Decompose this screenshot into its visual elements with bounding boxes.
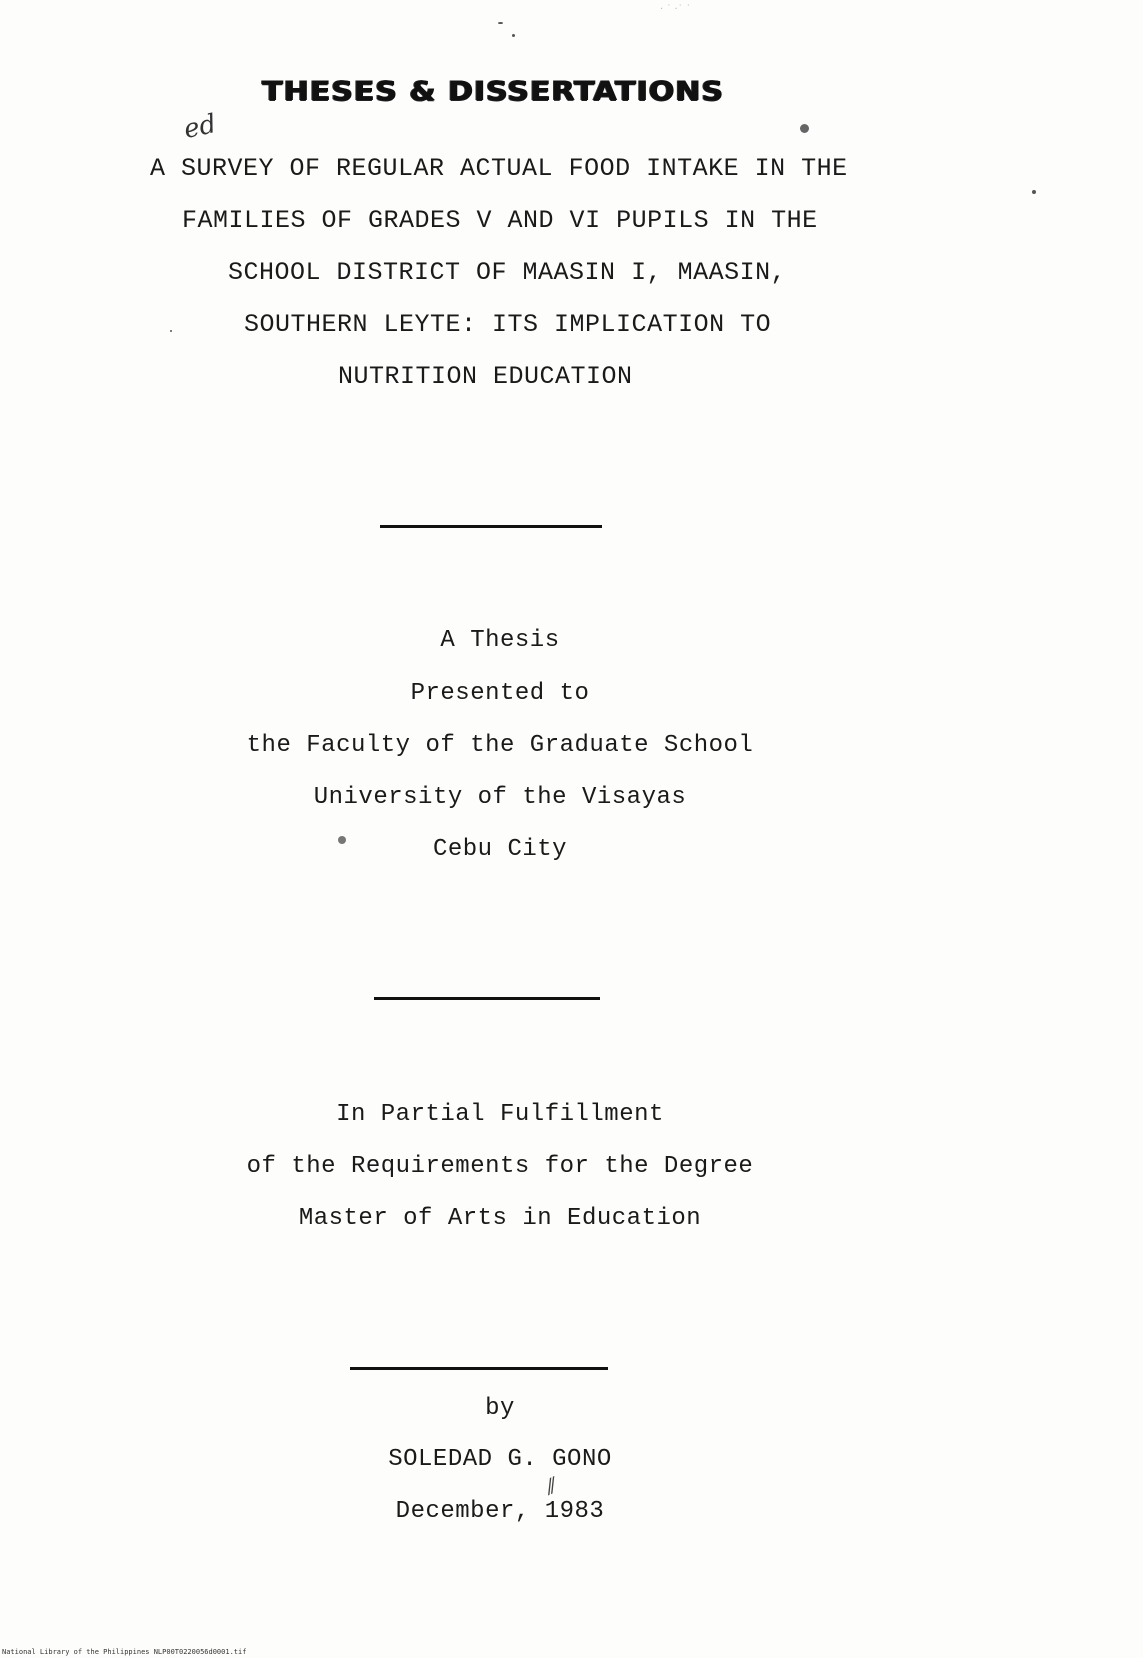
- handwritten-note: ed: [181, 108, 219, 146]
- title-line-5: NUTRITION EDUCATION: [338, 362, 633, 391]
- title-line-2: FAMILIES OF GRADES V AND VI PUPILS IN THE: [182, 206, 818, 235]
- scan-speck: [170, 330, 172, 332]
- divider-rule: [350, 1367, 608, 1370]
- scan-speck: [512, 34, 515, 37]
- city-name: Cebu City: [432, 836, 568, 863]
- thesis-label: A Thesis: [440, 627, 560, 654]
- faculty-line: the Faculty of the Graduate School: [246, 732, 754, 759]
- title-line-4: SOUTHERN LEYTE: ITS IMPLICATION TO: [244, 310, 772, 339]
- theses-stamp: THESES & DISSERTATIONS: [262, 75, 724, 108]
- by-label: by: [485, 1395, 515, 1422]
- title-line-3: SCHOOL DISTRICT OF MAASIN I, MAASIN,: [228, 258, 787, 287]
- author-name: SOLEDAD G. GONO: [388, 1446, 612, 1473]
- scan-speck: [1032, 190, 1036, 194]
- faint-scan-mark: · ˙ ·˙ ˙: [660, 4, 691, 15]
- tick-mark: ⁄⁄: [543, 1473, 560, 1499]
- scan-footer: National Library of the Philippines NLP00T0220056d0001.tif: [2, 1648, 247, 1656]
- presented-to: Presented to: [410, 680, 590, 707]
- degree-name: Master of Arts in Education: [298, 1205, 702, 1232]
- divider-rule: [374, 997, 600, 1000]
- divider-rule: [380, 525, 602, 528]
- fulfillment-line-2: of the Requirements for the Degree: [246, 1153, 754, 1180]
- university-name: University of the Visayas: [313, 784, 687, 811]
- title-line-1: A SURVEY OF REGULAR ACTUAL FOOD INTAKE IN THE: [150, 154, 848, 183]
- submission-date: December, 1983: [395, 1498, 605, 1525]
- scan-speck: [800, 124, 809, 133]
- fulfillment-line-1: In Partial Fulfillment: [336, 1101, 664, 1128]
- scan-speck: [498, 22, 503, 24]
